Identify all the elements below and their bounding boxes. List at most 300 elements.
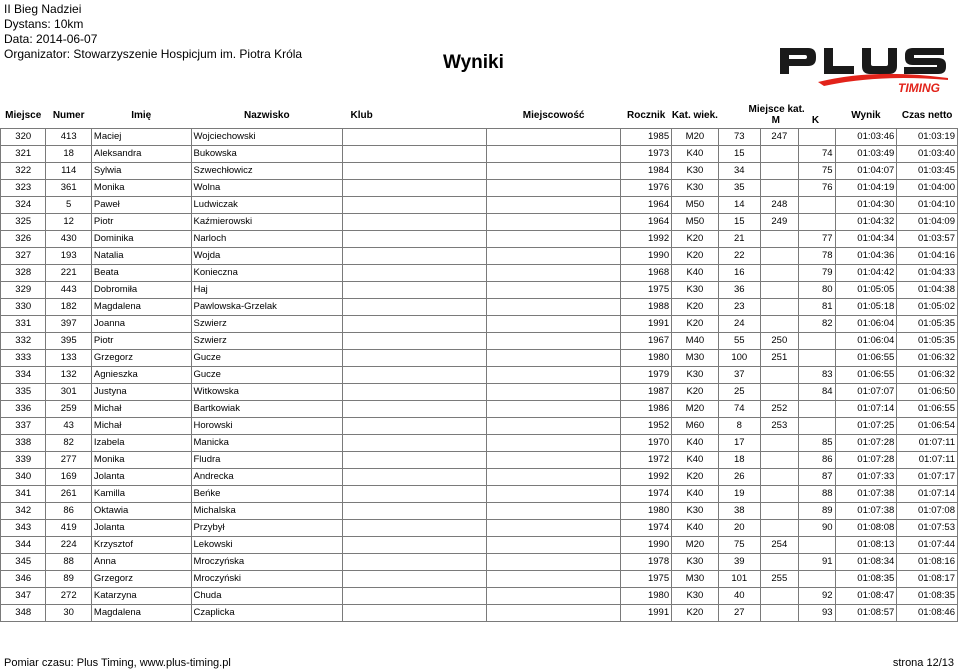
cell-number: 259 xyxy=(46,401,91,418)
table-row xyxy=(1,384,958,401)
cell-m-place: 250 xyxy=(760,333,798,350)
cell-category: M20 xyxy=(672,129,719,146)
cell-net-time: 01:07:11 xyxy=(897,435,958,452)
cell-last-name: Gucze xyxy=(191,350,343,367)
cell-place: 346 xyxy=(1,571,46,588)
cell-category-place: 24 xyxy=(718,316,760,333)
cell-club xyxy=(343,197,487,214)
cell-place: 323 xyxy=(1,180,46,197)
cell-k-place: 87 xyxy=(798,469,835,486)
col-city: Miejscowość xyxy=(522,109,585,121)
cell-category-place: 14 xyxy=(718,197,760,214)
table-row xyxy=(1,146,958,163)
cell-year: 1952 xyxy=(621,418,672,435)
cell-place: 345 xyxy=(1,554,46,571)
cell-place: 338 xyxy=(1,435,46,452)
cell-category: K40 xyxy=(672,146,719,163)
col-club: Klub xyxy=(350,109,373,121)
cell-year: 1979 xyxy=(621,367,672,384)
cell-club xyxy=(343,554,487,571)
table-row xyxy=(1,197,958,214)
cell-last-name: Konieczna xyxy=(191,265,343,282)
cell-gun-time: 01:07:28 xyxy=(835,452,897,469)
table-row xyxy=(1,350,958,367)
cell-m-place xyxy=(760,180,798,197)
cell-category-place: 34 xyxy=(718,163,760,180)
cell-category-place: 36 xyxy=(718,282,760,299)
cell-last-name: Fludra xyxy=(191,452,343,469)
table-row xyxy=(1,282,958,299)
cell-club xyxy=(343,503,487,520)
table-row xyxy=(1,469,958,486)
cell-category-place: 17 xyxy=(718,435,760,452)
footer-timing: Pomiar czasu: Plus Timing, www.plus-timing.pl xyxy=(4,657,231,669)
page-title: Wyniki xyxy=(443,52,504,73)
cell-m-place xyxy=(760,605,798,622)
cell-m-place xyxy=(760,146,798,163)
cell-city xyxy=(487,401,621,418)
cell-club xyxy=(343,537,487,554)
cell-city xyxy=(487,350,621,367)
cell-category: K30 xyxy=(672,282,719,299)
cell-category: M40 xyxy=(672,333,719,350)
cell-gun-time: 01:04:19 xyxy=(835,180,897,197)
table-row xyxy=(1,452,958,469)
cell-city xyxy=(487,571,621,588)
cell-city xyxy=(487,129,621,146)
cell-gun-time: 01:08:47 xyxy=(835,588,897,605)
cell-year: 1990 xyxy=(621,537,672,554)
cell-k-place xyxy=(798,537,835,554)
cell-place: 337 xyxy=(1,418,46,435)
race-date: Data: 2014-06-07 xyxy=(4,32,98,46)
cell-gun-time: 01:04:07 xyxy=(835,163,897,180)
cell-first-name: Grzegorz xyxy=(91,350,191,367)
cell-net-time: 01:04:38 xyxy=(897,282,958,299)
cell-category: M50 xyxy=(672,214,719,231)
event-info xyxy=(4,2,302,62)
cell-category-place: 37 xyxy=(718,367,760,384)
cell-m-place xyxy=(760,486,798,503)
cell-club xyxy=(343,571,487,588)
cell-club xyxy=(343,282,487,299)
cell-club xyxy=(343,299,487,316)
cell-year: 1985 xyxy=(621,129,672,146)
cell-category: K30 xyxy=(672,554,719,571)
table-row xyxy=(1,486,958,503)
cell-last-name: Bartkowiak xyxy=(191,401,343,418)
cell-club xyxy=(343,163,487,180)
cell-year: 1974 xyxy=(621,486,672,503)
cell-k-place: 76 xyxy=(798,180,835,197)
cell-last-name: Michalska xyxy=(191,503,343,520)
cell-city xyxy=(487,554,621,571)
cell-m-place xyxy=(760,588,798,605)
cell-first-name: Justyna xyxy=(91,384,191,401)
cell-m-place: 247 xyxy=(760,129,798,146)
cell-number: 361 xyxy=(46,180,91,197)
cell-number: 43 xyxy=(46,418,91,435)
cell-last-name: Chuda xyxy=(191,588,343,605)
cell-number: 397 xyxy=(46,316,91,333)
cell-first-name: Michał xyxy=(91,401,191,418)
cell-net-time: 01:05:02 xyxy=(897,299,958,316)
cell-place: 341 xyxy=(1,486,46,503)
cell-last-name: Wojda xyxy=(191,248,343,265)
cell-category: K20 xyxy=(672,605,719,622)
cell-first-name: Jolanta xyxy=(91,520,191,537)
cell-category-place: 100 xyxy=(718,350,760,367)
cell-m-place xyxy=(760,367,798,384)
cell-k-place xyxy=(798,350,835,367)
cell-k-place: 83 xyxy=(798,367,835,384)
table-row xyxy=(1,214,958,231)
cell-net-time: 01:08:16 xyxy=(897,554,958,571)
cell-category-place: 8 xyxy=(718,418,760,435)
cell-category: M30 xyxy=(672,350,719,367)
cell-category-place: 23 xyxy=(718,299,760,316)
cell-city xyxy=(487,231,621,248)
cell-city xyxy=(487,418,621,435)
cell-category: K40 xyxy=(672,452,719,469)
cell-first-name: Grzegorz xyxy=(91,571,191,588)
cell-net-time: 01:03:40 xyxy=(897,146,958,163)
cell-category-place: 21 xyxy=(718,231,760,248)
cell-net-time: 01:06:55 xyxy=(897,401,958,418)
cell-net-time: 01:07:11 xyxy=(897,452,958,469)
cell-number: 88 xyxy=(46,554,91,571)
cell-last-name: Andrecka xyxy=(191,469,343,486)
cell-net-time: 01:03:19 xyxy=(897,129,958,146)
cell-place: 344 xyxy=(1,537,46,554)
cell-category-place: 35 xyxy=(718,180,760,197)
cell-place: 331 xyxy=(1,316,46,333)
cell-number: 89 xyxy=(46,571,91,588)
cell-number: 12 xyxy=(46,214,91,231)
cell-city xyxy=(487,367,621,384)
cell-category-place: 75 xyxy=(718,537,760,554)
cell-net-time: 01:07:53 xyxy=(897,520,958,537)
cell-city xyxy=(487,469,621,486)
cell-first-name: Beata xyxy=(91,265,191,282)
cell-last-name: Narloch xyxy=(191,231,343,248)
table-row xyxy=(1,435,958,452)
cell-category: K30 xyxy=(672,588,719,605)
cell-club xyxy=(343,129,487,146)
cell-net-time: 01:04:00 xyxy=(897,180,958,197)
cell-club xyxy=(343,469,487,486)
cell-club xyxy=(343,146,487,163)
cell-number: 193 xyxy=(46,248,91,265)
table-row xyxy=(1,418,958,435)
results-table xyxy=(0,102,958,622)
cell-category: M60 xyxy=(672,418,719,435)
table-row xyxy=(1,554,958,571)
cell-number: 82 xyxy=(46,435,91,452)
col-last-name: Nazwisko xyxy=(243,109,290,121)
table-row xyxy=(1,605,958,622)
cell-gun-time: 01:07:07 xyxy=(835,384,897,401)
cell-last-name: Czaplicka xyxy=(191,605,343,622)
cell-year: 1976 xyxy=(621,180,672,197)
cell-year: 1970 xyxy=(621,435,672,452)
cell-category-place: 27 xyxy=(718,605,760,622)
cell-category: K30 xyxy=(672,163,719,180)
cell-number: 443 xyxy=(46,282,91,299)
cell-gun-time: 01:07:38 xyxy=(835,486,897,503)
cell-club xyxy=(343,316,487,333)
cell-net-time: 01:07:14 xyxy=(897,486,958,503)
cell-last-name: Manicka xyxy=(191,435,343,452)
cell-category-place: 73 xyxy=(718,129,760,146)
cell-m-place xyxy=(760,452,798,469)
cell-k-place xyxy=(798,214,835,231)
cell-k-place: 75 xyxy=(798,163,835,180)
cell-net-time: 01:03:57 xyxy=(897,231,958,248)
cell-k-place: 77 xyxy=(798,231,835,248)
cell-category: K20 xyxy=(672,384,719,401)
cell-k-place xyxy=(798,571,835,588)
cell-number: 133 xyxy=(46,350,91,367)
table-row xyxy=(1,265,958,282)
cell-k-place xyxy=(798,197,835,214)
cell-category-place: 15 xyxy=(718,146,760,163)
cell-first-name: Magdalena xyxy=(91,299,191,316)
cell-place: 320 xyxy=(1,129,46,146)
cell-k-place: 80 xyxy=(798,282,835,299)
cell-city xyxy=(487,299,621,316)
cell-gun-time: 01:06:55 xyxy=(835,350,897,367)
cell-year: 1968 xyxy=(621,265,672,282)
cell-net-time: 01:08:17 xyxy=(897,571,958,588)
cell-k-place: 90 xyxy=(798,520,835,537)
cell-category-place: 18 xyxy=(718,452,760,469)
cell-year: 1978 xyxy=(621,554,672,571)
cell-first-name: Krzysztof xyxy=(91,537,191,554)
cell-year: 1975 xyxy=(621,571,672,588)
cell-last-name: Mroczyńska xyxy=(191,554,343,571)
cell-club xyxy=(343,401,487,418)
cell-gun-time: 01:07:25 xyxy=(835,418,897,435)
cell-gun-time: 01:03:49 xyxy=(835,146,897,163)
cell-net-time: 01:04:16 xyxy=(897,248,958,265)
cell-category: M30 xyxy=(672,571,719,588)
cell-first-name: Piotr xyxy=(91,333,191,350)
table-row xyxy=(1,248,958,265)
cell-year: 1984 xyxy=(621,163,672,180)
cell-number: 114 xyxy=(46,163,91,180)
cell-category: K20 xyxy=(672,299,719,316)
cell-city xyxy=(487,265,621,282)
table-row xyxy=(1,180,958,197)
cell-city xyxy=(487,214,621,231)
cell-gun-time: 01:07:38 xyxy=(835,503,897,520)
cell-first-name: Monika xyxy=(91,180,191,197)
cell-first-name: Aleksandra xyxy=(91,146,191,163)
cell-club xyxy=(343,520,487,537)
cell-last-name: Beńke xyxy=(191,486,343,503)
col-k: K xyxy=(811,115,820,126)
cell-place: 330 xyxy=(1,299,46,316)
cell-place: 348 xyxy=(1,605,46,622)
cell-m-place xyxy=(760,384,798,401)
cell-gun-time: 01:08:57 xyxy=(835,605,897,622)
cell-m-place xyxy=(760,316,798,333)
cell-city xyxy=(487,452,621,469)
cell-place: 322 xyxy=(1,163,46,180)
cell-category-place: 15 xyxy=(718,214,760,231)
table-row xyxy=(1,231,958,248)
cell-number: 18 xyxy=(46,146,91,163)
cell-place: 327 xyxy=(1,248,46,265)
cell-place: 321 xyxy=(1,146,46,163)
cell-net-time: 01:07:08 xyxy=(897,503,958,520)
cell-net-time: 01:05:35 xyxy=(897,333,958,350)
cell-k-place: 85 xyxy=(798,435,835,452)
cell-net-time: 01:03:45 xyxy=(897,163,958,180)
table-row xyxy=(1,316,958,333)
cell-number: 395 xyxy=(46,333,91,350)
col-gun-time: Wynik xyxy=(851,109,881,121)
col-first-name: Imię xyxy=(131,109,152,121)
cell-city xyxy=(487,197,621,214)
cell-place: 329 xyxy=(1,282,46,299)
cell-m-place xyxy=(760,231,798,248)
cell-category: K20 xyxy=(672,469,719,486)
cell-first-name: Agnieszka xyxy=(91,367,191,384)
cell-k-place xyxy=(798,401,835,418)
table-row xyxy=(1,588,958,605)
cell-gun-time: 01:08:34 xyxy=(835,554,897,571)
cell-place: 325 xyxy=(1,214,46,231)
cell-gun-time: 01:03:46 xyxy=(835,129,897,146)
cell-club xyxy=(343,333,487,350)
cell-category: K30 xyxy=(672,180,719,197)
cell-place: 343 xyxy=(1,520,46,537)
cell-club xyxy=(343,180,487,197)
cell-m-place xyxy=(760,299,798,316)
cell-first-name: Katarzyna xyxy=(91,588,191,605)
cell-gun-time: 01:06:55 xyxy=(835,367,897,384)
cell-gun-time: 01:04:36 xyxy=(835,248,897,265)
cell-gun-time: 01:08:35 xyxy=(835,571,897,588)
cell-city xyxy=(487,146,621,163)
race-distance: Dystans: 10km xyxy=(4,17,84,31)
cell-m-place xyxy=(760,435,798,452)
table-row xyxy=(1,129,958,146)
cell-club xyxy=(343,214,487,231)
cell-number: 86 xyxy=(46,503,91,520)
cell-category-place: 39 xyxy=(718,554,760,571)
footer-page-number: strona 12/13 xyxy=(892,657,954,669)
cell-number: 272 xyxy=(46,588,91,605)
cell-place: 342 xyxy=(1,503,46,520)
cell-category: K40 xyxy=(672,435,719,452)
cell-club xyxy=(343,265,487,282)
cell-m-place: 253 xyxy=(760,418,798,435)
cell-k-place: 79 xyxy=(798,265,835,282)
cell-category-place: 55 xyxy=(718,333,760,350)
cell-club xyxy=(343,248,487,265)
cell-category-place: 40 xyxy=(718,588,760,605)
cell-gun-time: 01:04:32 xyxy=(835,214,897,231)
cell-year: 1972 xyxy=(621,452,672,469)
cell-last-name: Szwierz xyxy=(191,333,343,350)
cell-last-name: Wolna xyxy=(191,180,343,197)
cell-number: 132 xyxy=(46,367,91,384)
cell-city xyxy=(487,503,621,520)
cell-net-time: 01:06:54 xyxy=(897,418,958,435)
cell-net-time: 01:04:33 xyxy=(897,265,958,282)
cell-first-name: Kamilla xyxy=(91,486,191,503)
cell-city xyxy=(487,486,621,503)
cell-k-place: 84 xyxy=(798,384,835,401)
cell-place: 347 xyxy=(1,588,46,605)
cell-year: 1973 xyxy=(621,146,672,163)
cell-year: 1987 xyxy=(621,384,672,401)
cell-k-place: 91 xyxy=(798,554,835,571)
cell-number: 413 xyxy=(46,129,91,146)
cell-category: K30 xyxy=(672,503,719,520)
cell-place: 328 xyxy=(1,265,46,282)
cell-gun-time: 01:04:34 xyxy=(835,231,897,248)
table-row xyxy=(1,401,958,418)
cell-k-place: 74 xyxy=(798,146,835,163)
cell-k-place: 82 xyxy=(798,316,835,333)
cell-category: M20 xyxy=(672,401,719,418)
cell-net-time: 01:06:32 xyxy=(897,350,958,367)
table-row xyxy=(1,571,958,588)
table-row xyxy=(1,333,958,350)
cell-first-name: Maciej xyxy=(91,129,191,146)
cell-net-time: 01:06:50 xyxy=(897,384,958,401)
cell-last-name: Horowski xyxy=(191,418,343,435)
cell-place: 336 xyxy=(1,401,46,418)
cell-number: 182 xyxy=(46,299,91,316)
cell-number: 30 xyxy=(46,605,91,622)
cell-club xyxy=(343,384,487,401)
cell-club xyxy=(343,350,487,367)
cell-number: 430 xyxy=(46,231,91,248)
cell-first-name: Joanna xyxy=(91,316,191,333)
cell-place: 326 xyxy=(1,231,46,248)
cell-year: 1964 xyxy=(621,197,672,214)
cell-first-name: Jolanta xyxy=(91,469,191,486)
cell-city xyxy=(487,605,621,622)
cell-category: K20 xyxy=(672,248,719,265)
cell-gun-time: 01:07:14 xyxy=(835,401,897,418)
cell-last-name: Mroczyński xyxy=(191,571,343,588)
cell-last-name: Szwechłowicz xyxy=(191,163,343,180)
table-row xyxy=(1,503,958,520)
cell-last-name: Ludwiczak xyxy=(191,197,343,214)
cell-net-time: 01:07:17 xyxy=(897,469,958,486)
cell-m-place xyxy=(760,265,798,282)
cell-k-place: 89 xyxy=(798,503,835,520)
cell-city xyxy=(487,520,621,537)
table-row xyxy=(1,537,958,554)
table-header-row xyxy=(1,102,958,129)
cell-category: K40 xyxy=(672,520,719,537)
table-row xyxy=(1,367,958,384)
cell-year: 1992 xyxy=(621,231,672,248)
cell-m-place xyxy=(760,469,798,486)
cell-m-place xyxy=(760,248,798,265)
cell-gun-time: 01:05:18 xyxy=(835,299,897,316)
logo-sub-text: TIMING xyxy=(898,81,940,94)
cell-gun-time: 01:04:30 xyxy=(835,197,897,214)
cell-m-place: 255 xyxy=(760,571,798,588)
